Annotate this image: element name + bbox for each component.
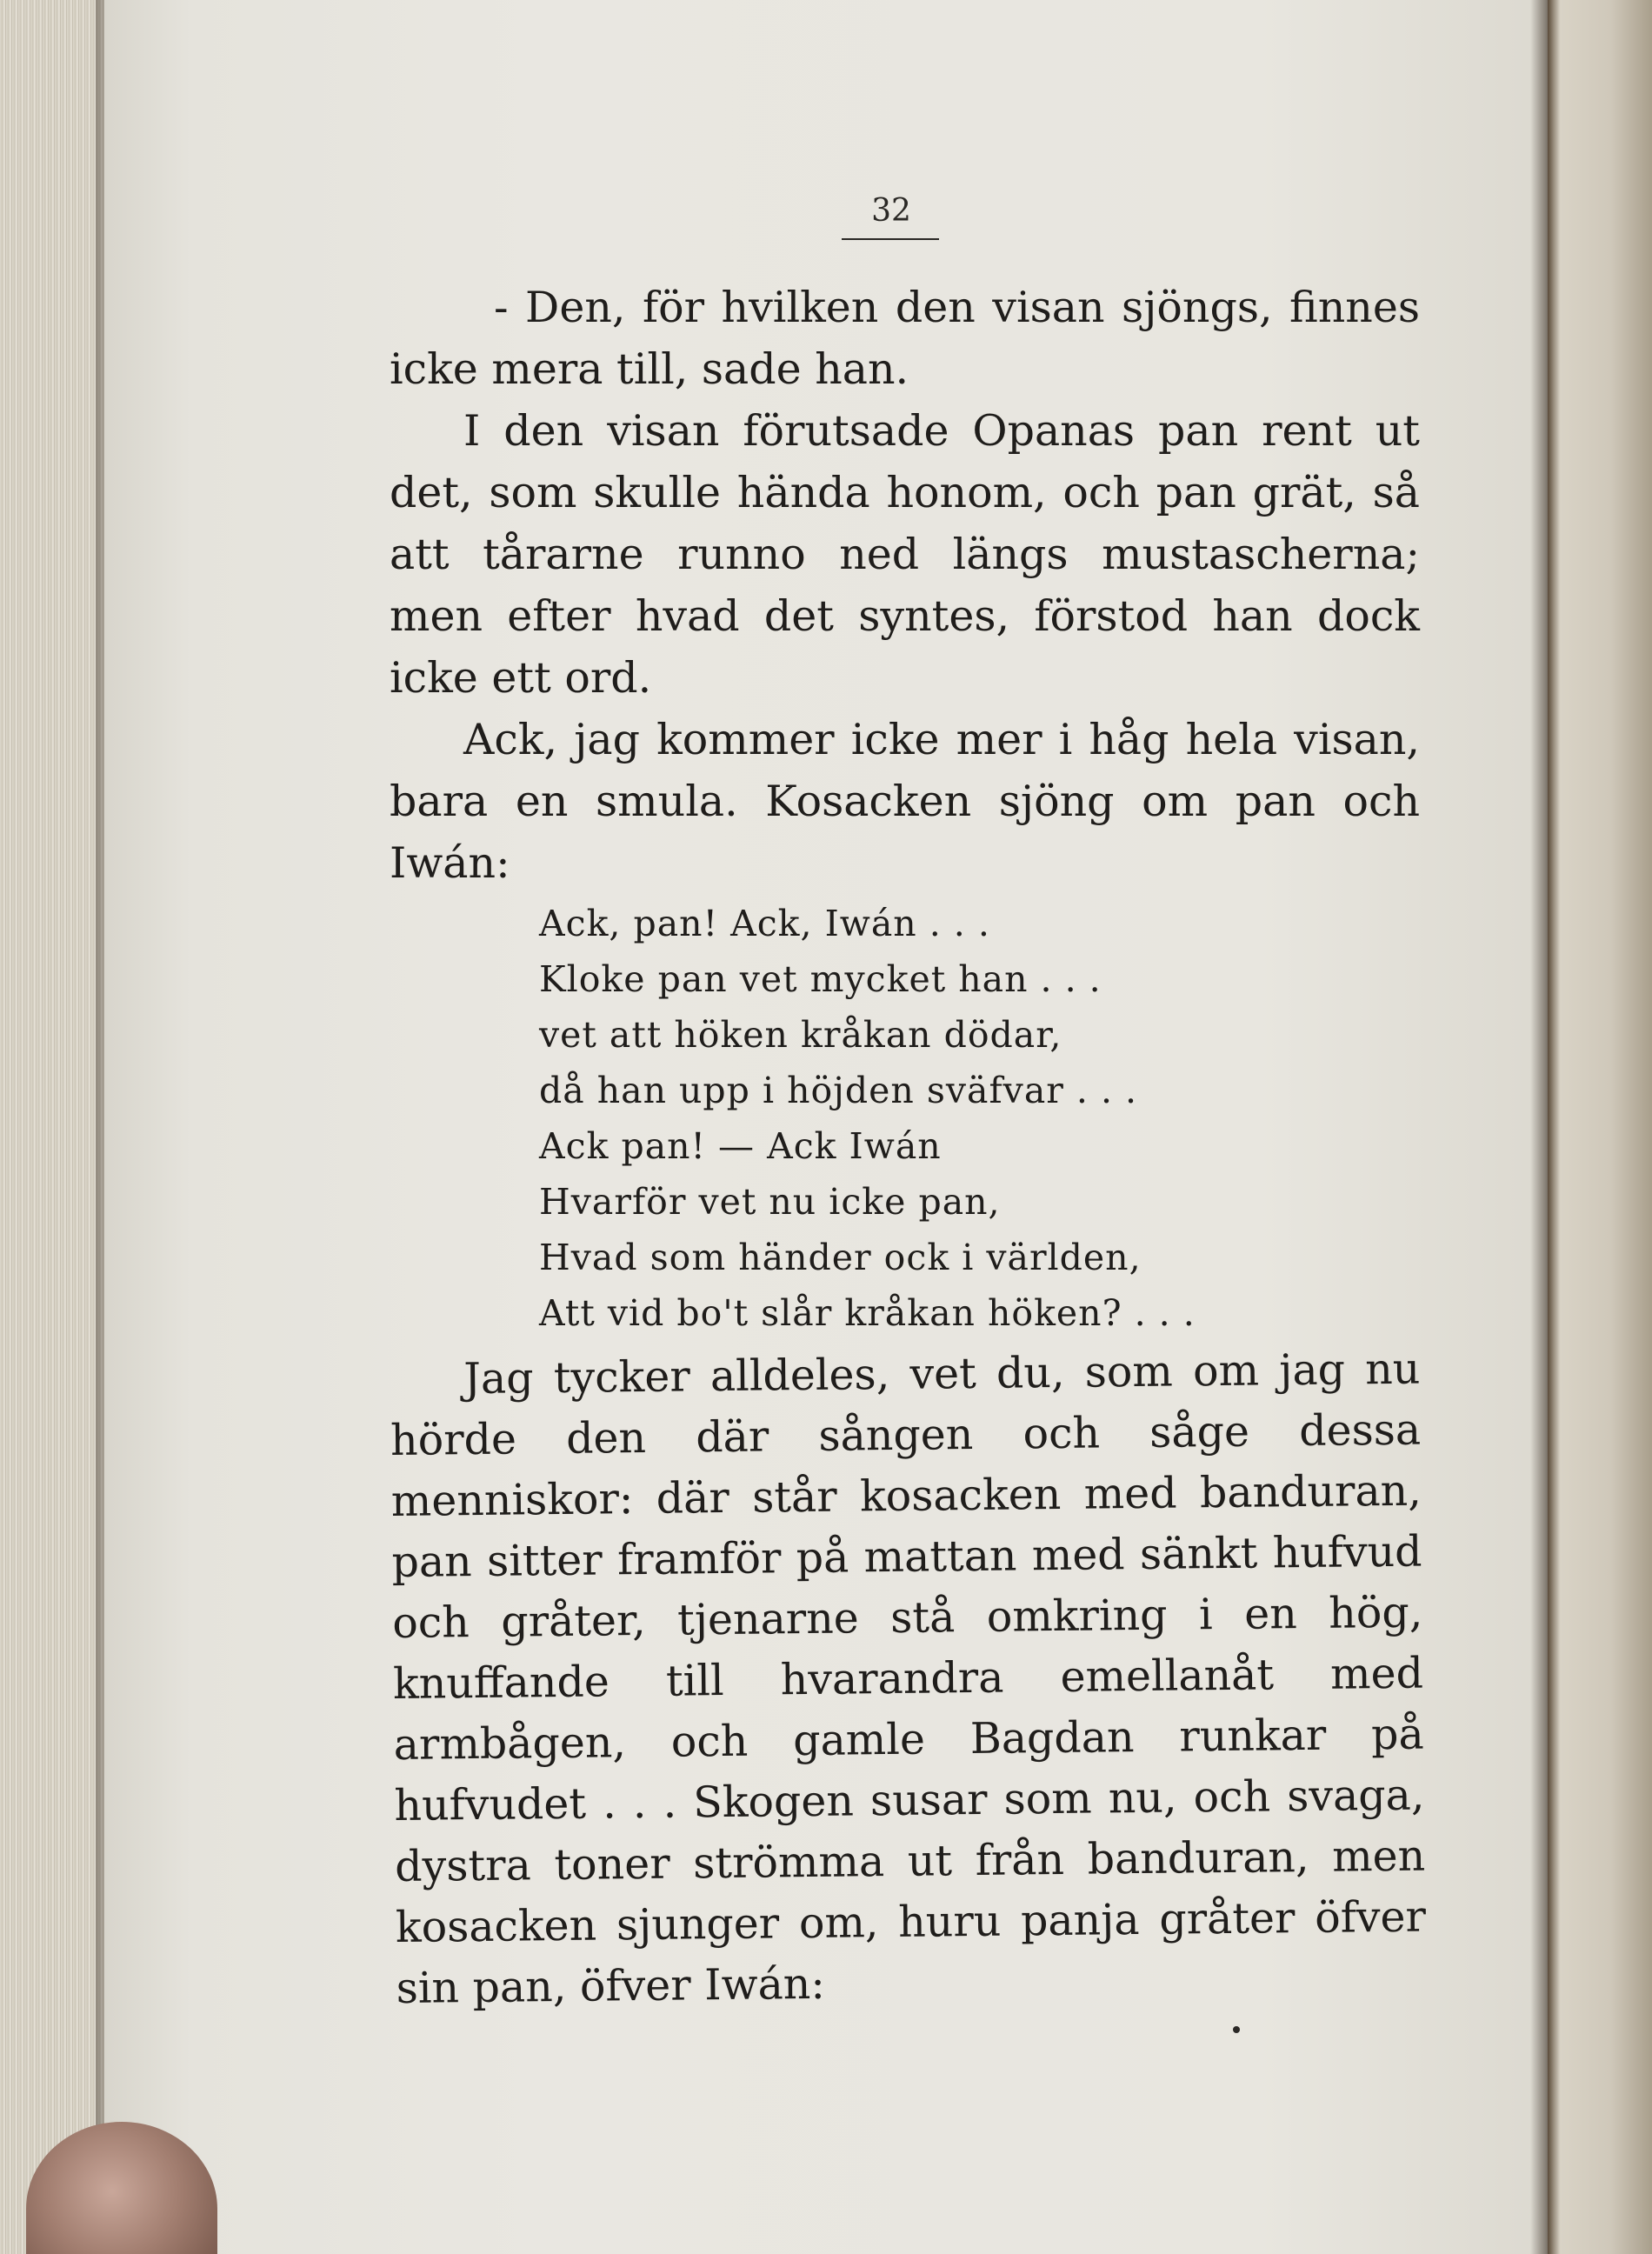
ink-speck [1233,2026,1240,2033]
verse-line: Ack pan! — Ack Iwán [539,1125,942,1167]
page-text [390,174,1427,2019]
verse-line: Hvad som händer ock i världen, [539,1237,1142,1278]
verse-line: Kloke pan vet mycket han . . . [539,958,1102,1000]
verse-line: vet att höken kråkan dödar, [539,1014,1062,1056]
verse-line: då han upp i höjden sväfvar . . . [539,1070,1138,1111]
prose-top [390,277,1420,894]
paragraph-2: I den visan förutsade Opanas pan rent ut det, som skulle hända honom, och pan grät, så att tårarne runno ned längs mustascherna; men efter hvad det syntes, förstod han dock icke ett ord. [390,406,1420,703]
verse-line: Hvarför vet nu icke pan, [539,1181,1001,1223]
page-number: 32 [871,193,911,229]
prose-bottom [390,1339,1427,2019]
verse-block [539,896,1420,1341]
paragraph-3: Ack, jag kommer icke mer i håg hela visan, bara en smula. Kosacken sjöng om pan och Iwán: [390,715,1420,888]
verse-line: Ack, pan! Ack, Iwán . . . [539,903,990,944]
paragraph-1: - Den, för hvilken den visan sjöngs, finnes icke mera till, sade han. [390,283,1420,394]
right-page-edge [1548,0,1652,2254]
paragraph-4: Jag tycker alldeles, vet du, som om jag nu hörde den där sången och såge dessa menniskor: där står kosacken med banduran, pan sitter framför på mattan med sänkt hufvud och gråter, tjenarne stå omkring i en hög, knuffande till hvarandra emellanåt med armbågen, och gamle Bagdan runkar på hufvudet . . . Skogen susar som nu, och svaga, dystra toner strömma ut från banduran, men kosacken sjunger om, huru panja gråter öfver sin pan, öfver Iwán: [390,1344,1427,2013]
verse-line: Att vid bo't slår kråkan höken? . . . [539,1292,1196,1334]
left-page-stack [0,0,109,2254]
